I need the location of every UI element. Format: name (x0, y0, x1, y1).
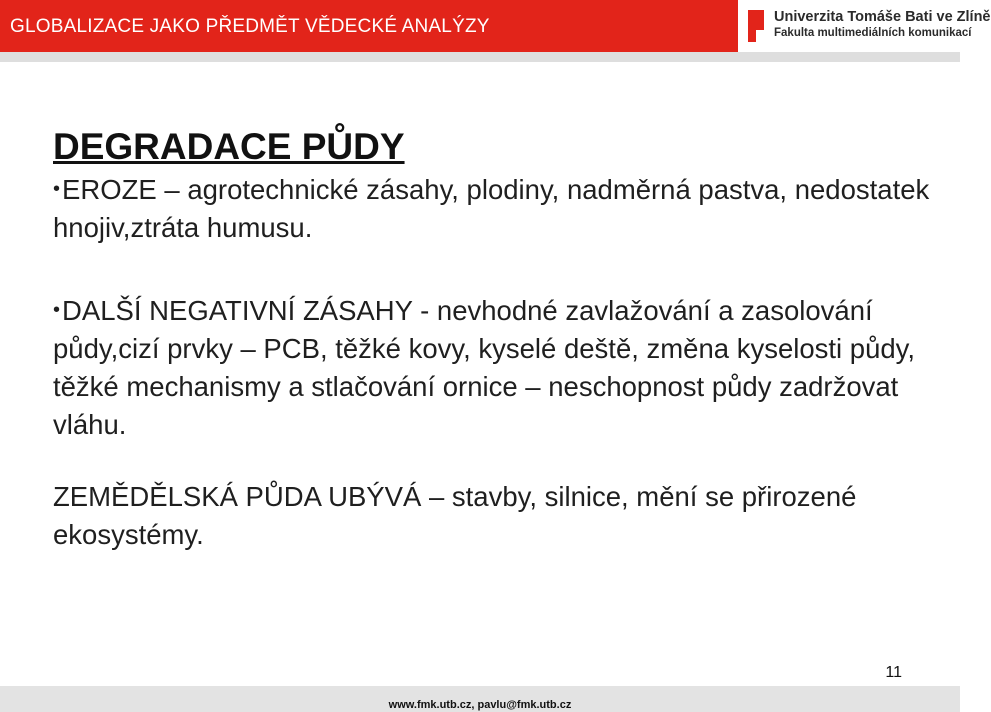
bullet-icon: • (53, 178, 61, 200)
bullet-icon: • (53, 299, 61, 321)
paragraph-agricultural-land: ZEMĚDĚLSKÁ PŮDA UBÝVÁ – stavby, silnice, mění se přirozené ekosystémy. (53, 481, 857, 550)
header-divider (0, 52, 960, 62)
slide-title: DEGRADACE PŮDY (53, 126, 405, 167)
header-title: GLOBALIZACE JAKO PŘEDMĚT VĚDECKÉ ANALÝZY (10, 16, 490, 37)
logo-university-name: Univerzita Tomáše Bati ve Zlíně (774, 9, 991, 25)
footer-contact: www.fmk.utb.cz, pavlu@fmk.utb.cz (388, 699, 572, 711)
paragraph-erosion (53, 170, 933, 247)
university-logo (748, 8, 991, 44)
header-bar (0, 0, 738, 52)
utb-logo-icon (748, 10, 764, 42)
page-number: 11 (885, 664, 902, 681)
slide-content (53, 126, 933, 554)
logo-faculty-name: Fakulta multimediálních komunikací (774, 27, 972, 39)
paragraph-negative-interventions (53, 291, 933, 444)
paragraph-erosion-text: EROZE – agrotechnické zásahy, plodiny, nadměrná pastva, nedostatek hnojiv,ztráta humusu. (53, 174, 930, 243)
paragraph-negative-interventions-text: DALŠÍ NEGATIVNÍ ZÁSAHY - nevhodné zavlažování a zasolování půdy,cizí prvky – PCB, těžké kovy, kyselé deště, změna kyselosti půdy, těžké mechanismy a stlačování ornice – neschopnost půdy zadržovat vláhu. (53, 295, 916, 440)
